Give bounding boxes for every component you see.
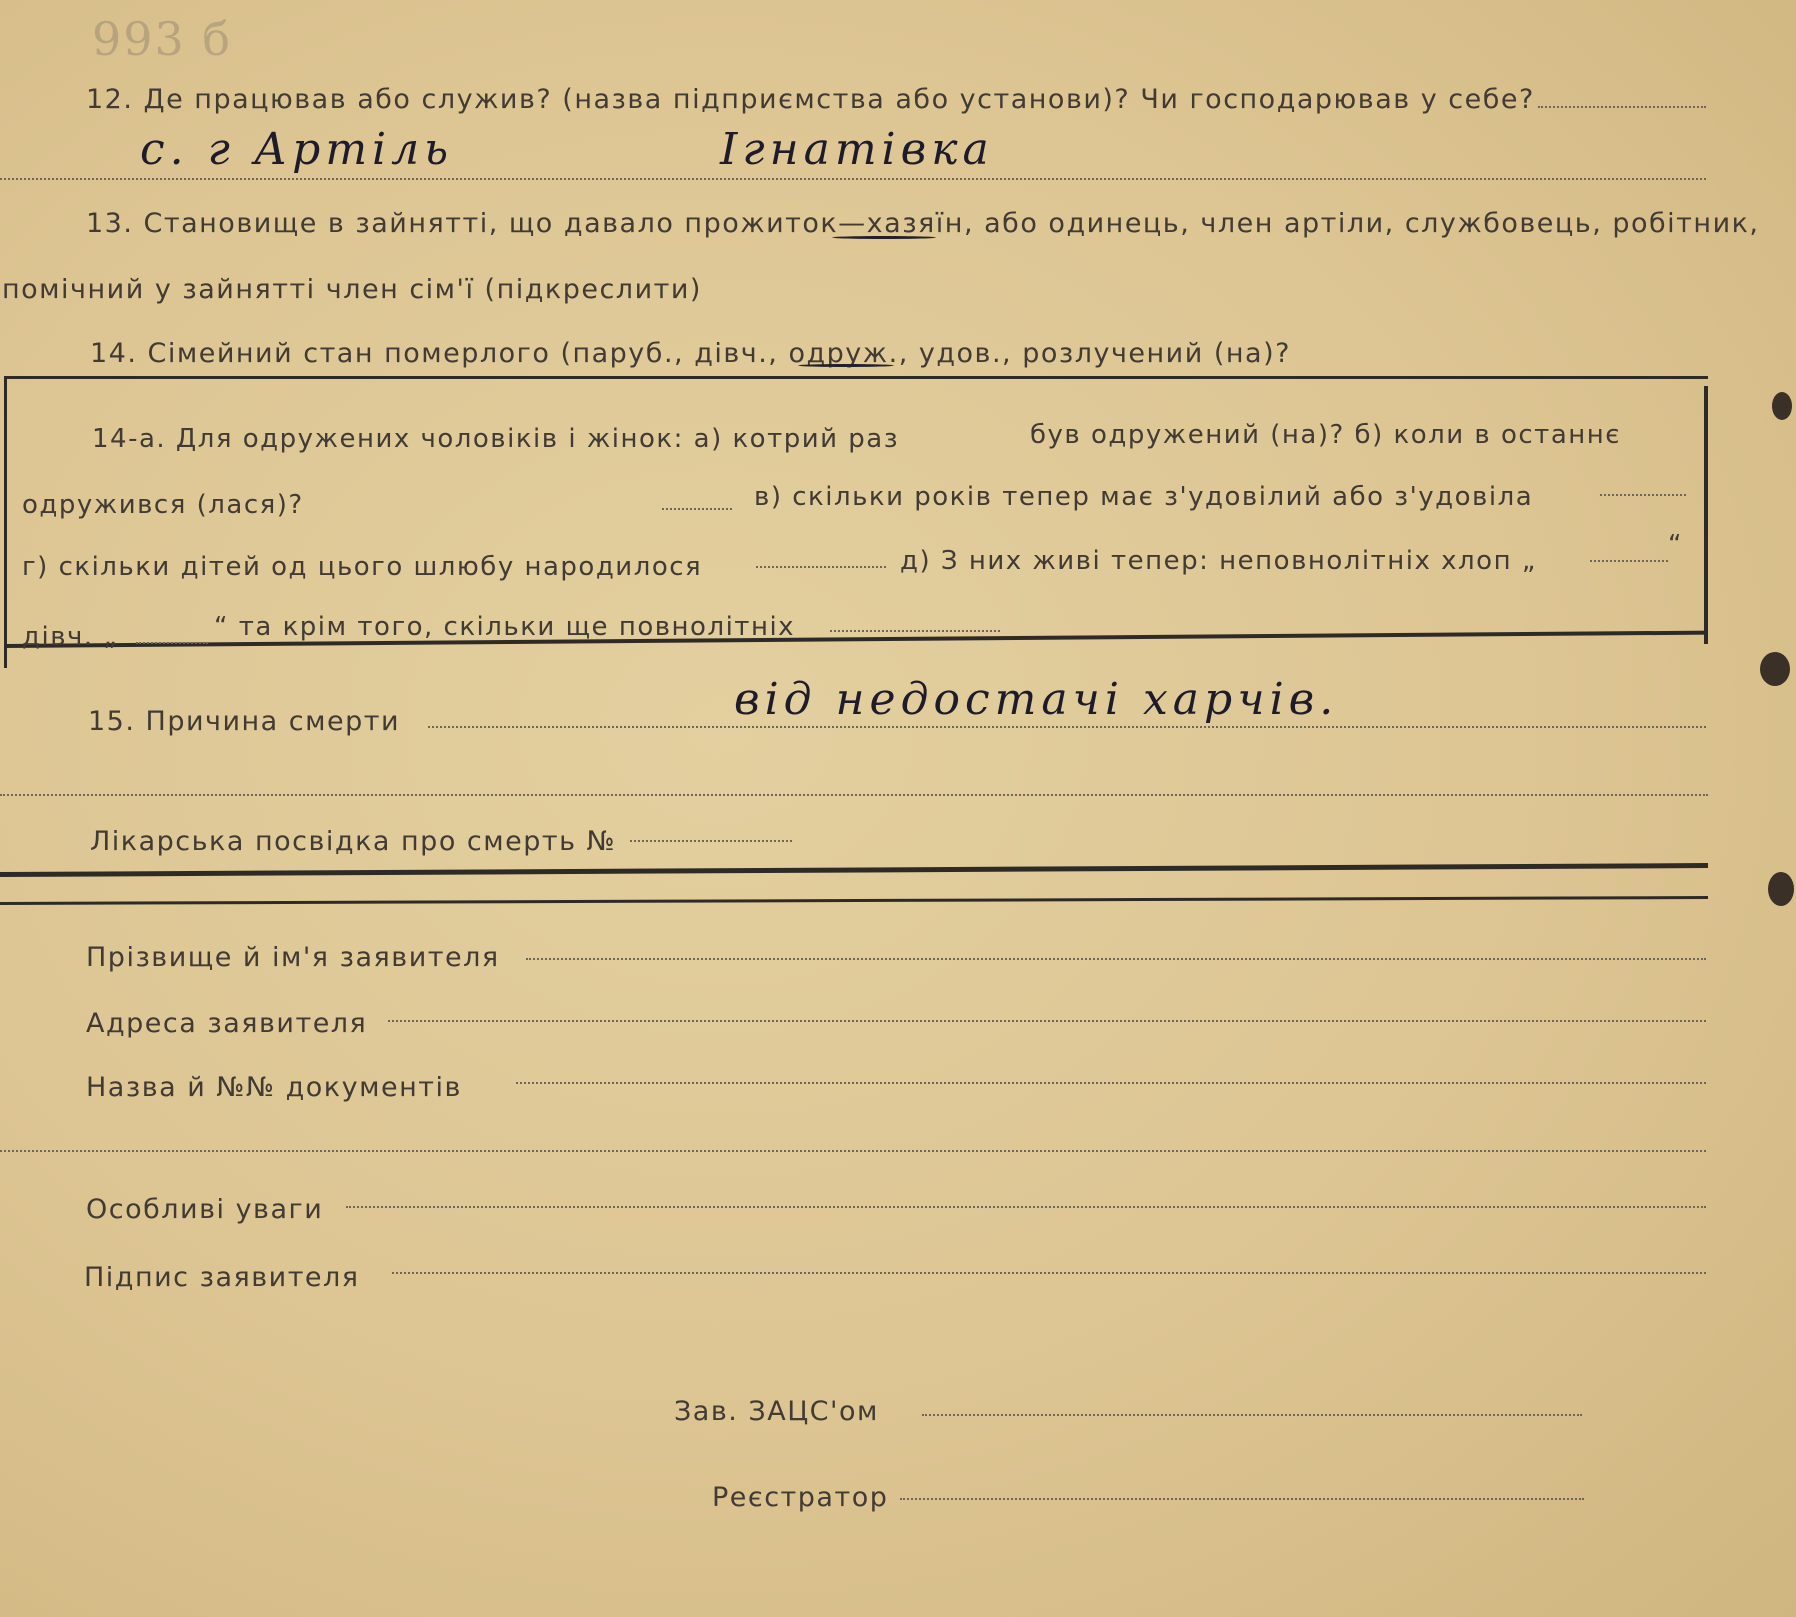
- binding-hole-top: [1772, 392, 1792, 420]
- q14a-line4-b: “ та крім того, скільки ще повнолітніх: [214, 612, 796, 642]
- q13-text-start: 13. Становище в зайнятті, що давало прожиток—: [86, 208, 867, 239]
- documents-label: Назва й №№ документів: [86, 1072, 462, 1103]
- q14a-blank-children-born: [756, 566, 886, 568]
- q15-label: 15. Причина смерти: [88, 706, 401, 737]
- applicant-signature-label: Підпис заявителя: [84, 1262, 360, 1293]
- q13-underline-mark: [832, 236, 936, 239]
- q12-answer-right: Ігнатівка: [720, 124, 994, 175]
- q12-answer-left: с. г Артіль: [140, 124, 454, 175]
- q14a-line1-a: 14-а. Для одружених чоловіків і жінок: а) котрий раз: [92, 424, 900, 454]
- q13-line2: помічний у зайнятті член сім'ї (підкреслити): [2, 274, 702, 305]
- q14-text-end: , удов., розлучений (на)?: [898, 338, 1291, 369]
- q14a-line3-c: “: [1668, 530, 1683, 560]
- separator-line-upper: [0, 863, 1708, 877]
- q15-answer-line: [428, 726, 1706, 728]
- q14-underline-mark: [798, 364, 894, 367]
- q14a-blank-minor-boys: [1590, 560, 1668, 562]
- q14a-blank-widowed-years: [1600, 494, 1686, 496]
- applicant-address-label: Адреса заявителя: [86, 1008, 368, 1039]
- q14a-line2-b: в) скільки років тепер має з'удовілий або з'удовіла: [754, 482, 1534, 512]
- box14a-right-border: [1704, 386, 1708, 644]
- special-notes-label: Особливі уваги: [86, 1194, 324, 1225]
- q14a-line1-b: був одружений (на)? б) коли в останнє: [1030, 420, 1622, 450]
- archive-number: 993 б: [92, 12, 233, 66]
- medical-certificate-label: Лікарська посвідка про смерть №: [90, 826, 617, 857]
- separator-line-lower: [0, 896, 1708, 905]
- medical-certificate-blank: [630, 840, 792, 842]
- q14a-blank-married-when: [662, 508, 732, 510]
- q12-answer-line: [0, 178, 1706, 180]
- registrar-label: Реєстратор: [712, 1482, 889, 1513]
- registrar-signature-line: [900, 1498, 1584, 1500]
- registry-head-signature-line: [922, 1414, 1582, 1416]
- applicant-address-line: [388, 1020, 1706, 1022]
- documents-line: [516, 1082, 1706, 1084]
- binding-hole-lower: [1768, 872, 1794, 906]
- q14a-blank-adults: [830, 630, 1000, 632]
- q14a-line3-a: г) скільки дітей од цього шлюбу народилося: [22, 552, 703, 582]
- documents-continuation-line: [0, 1150, 1706, 1152]
- q15-answer: від недостачі харчів.: [734, 674, 1339, 725]
- box14a-top-border: [4, 376, 1708, 379]
- q14-selected-option: одруж.: [788, 338, 899, 369]
- q12-label: 12. Де працював або служив? (назва підприємства або установи)? Чи господарював у себе?: [86, 84, 1535, 115]
- box14a-left-border: [4, 376, 7, 668]
- registry-head-label: Зав. ЗАЦС'ом: [674, 1396, 879, 1427]
- special-notes-line: [346, 1206, 1706, 1208]
- q13-selected-option: хазяїн,: [866, 208, 975, 239]
- q15-continuation-line: [0, 794, 1708, 796]
- q14a-line3-b: д) З них живі тепер: неповнолітніх хлоп „: [900, 546, 1537, 576]
- binding-hole-middle: [1760, 652, 1790, 686]
- q14a-blank-minor-girls: [136, 642, 208, 644]
- q14a-line4-a: дівч. „: [22, 622, 119, 652]
- applicant-name-label: Прізвище й ім'я заявителя: [86, 942, 500, 973]
- q14a-line2-a: одружився (лася)?: [22, 490, 304, 520]
- q14-text-start: 14. Сімейний стан померлого (паруб., дівч.,: [90, 338, 789, 369]
- q12-blank: [1538, 106, 1706, 108]
- q13-line1: [86, 208, 1760, 239]
- applicant-signature-line: [392, 1272, 1706, 1274]
- applicant-name-line: [526, 958, 1706, 960]
- q14-line: [90, 338, 1291, 369]
- q13-text-end: або одинець, член артіли, службовець, робітник,: [974, 208, 1760, 239]
